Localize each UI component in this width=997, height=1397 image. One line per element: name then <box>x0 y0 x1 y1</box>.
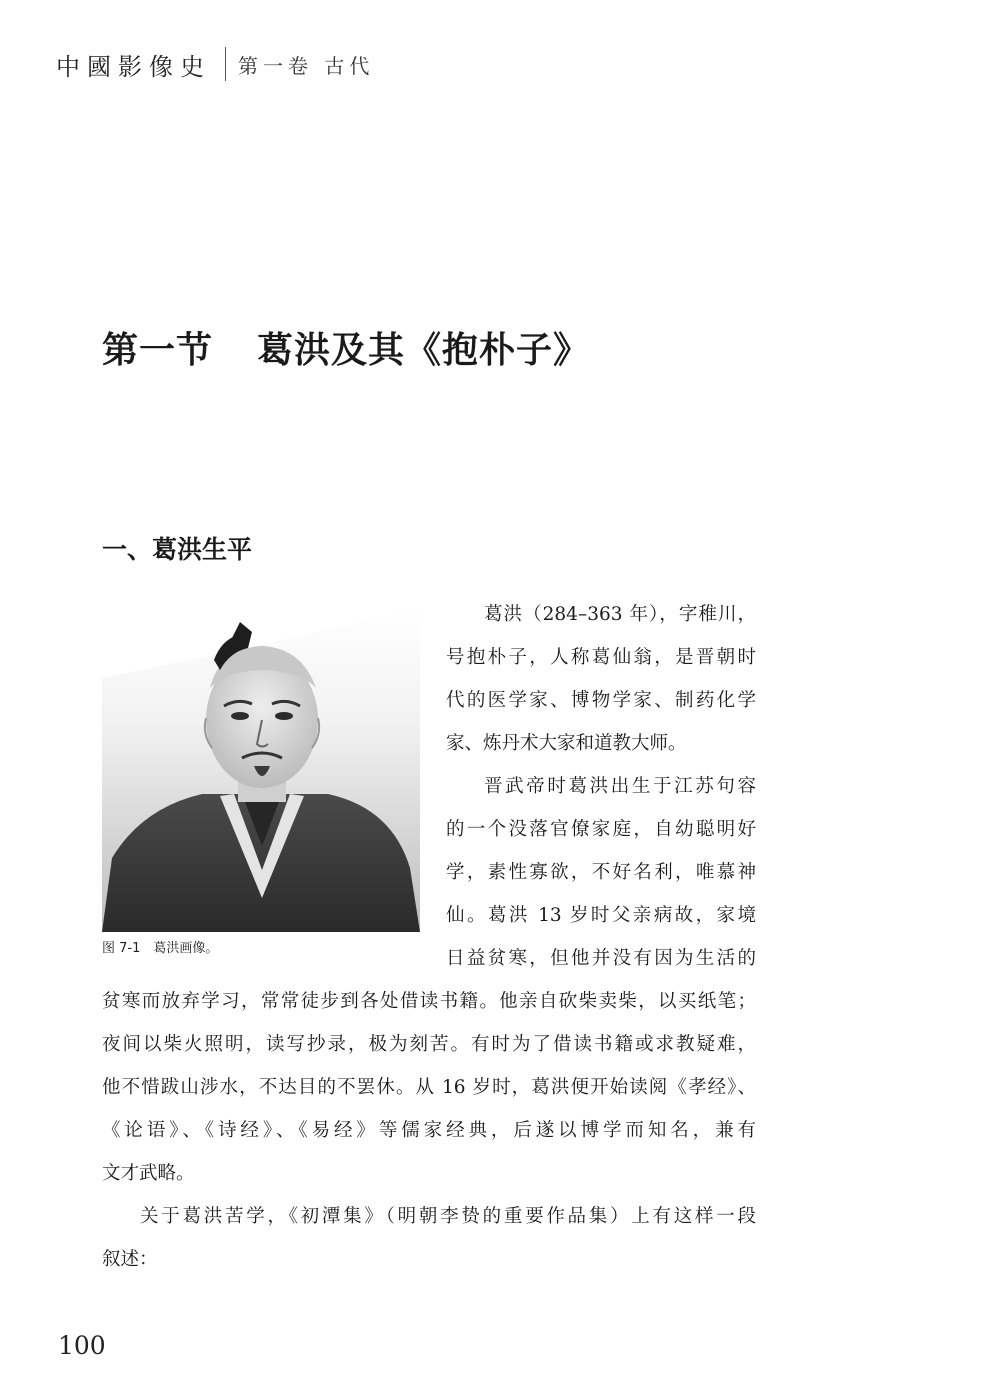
body-line: 仙。葛洪 13 岁时父亲病故，家境 <box>446 905 756 926</box>
body-line: 贫寒而放弃学习，常常徒步到各处借读书籍。他亲自砍柴卖柴，以买纸笔； <box>102 991 756 1012</box>
header-volume: 第一卷 古代 <box>238 53 375 78</box>
section-name: 葛洪及其《抱朴子》 <box>257 329 591 371</box>
body-line: 家、炼丹术大家和道教大师。 <box>446 733 687 754</box>
header-divider <box>225 47 226 81</box>
figure-caption: 图 7-1 葛洪画像。 <box>102 941 219 956</box>
body-line: 的一个没落官僚家庭，自幼聪明好 <box>446 819 756 840</box>
body-line: 葛洪（284–363 年），字稚川， <box>484 604 756 625</box>
body-line: 代的医学家、博物学家、制药化学 <box>446 690 756 711</box>
body-line: 夜间以柴火照明，读写抄录，极为刻苦。有时为了借读书籍或求教疑难， <box>102 1034 756 1055</box>
header-book-title: 中國影像史 <box>56 52 211 81</box>
running-header <box>56 44 374 84</box>
body-line: 日益贫寒，但他并没有因为生活的 <box>446 948 756 969</box>
body-line: 学，素性寡欲，不好名利，唯慕神 <box>446 862 756 883</box>
body-line: 他不惜跋山涉水，不达目的不罢休。从 16 岁时，葛洪便开始读阅《孝经》、 <box>102 1077 756 1098</box>
body-line: 叙述： <box>102 1249 158 1270</box>
page-number: 100 <box>58 1331 106 1360</box>
portrait-image <box>102 608 420 932</box>
body-line: 《论语》、《诗经》、《易经》等儒家经典，后遂以博学而知名，兼有 <box>102 1120 756 1141</box>
body-line: 文才武略。 <box>102 1163 195 1184</box>
body-line: 晋武帝时葛洪出生于江苏句容 <box>484 776 756 797</box>
subsection-title: 一、葛洪生平 <box>102 535 253 564</box>
section-title <box>102 322 590 373</box>
body-line: 号抱朴子，人称葛仙翁，是晋朝时 <box>446 647 756 668</box>
section-number: 第一节 <box>102 329 214 371</box>
body-line: 关于葛洪苦学，《初潭集》（明朝李贽的重要作品集）上有这样一段 <box>140 1206 756 1227</box>
figure-portrait <box>102 608 420 932</box>
